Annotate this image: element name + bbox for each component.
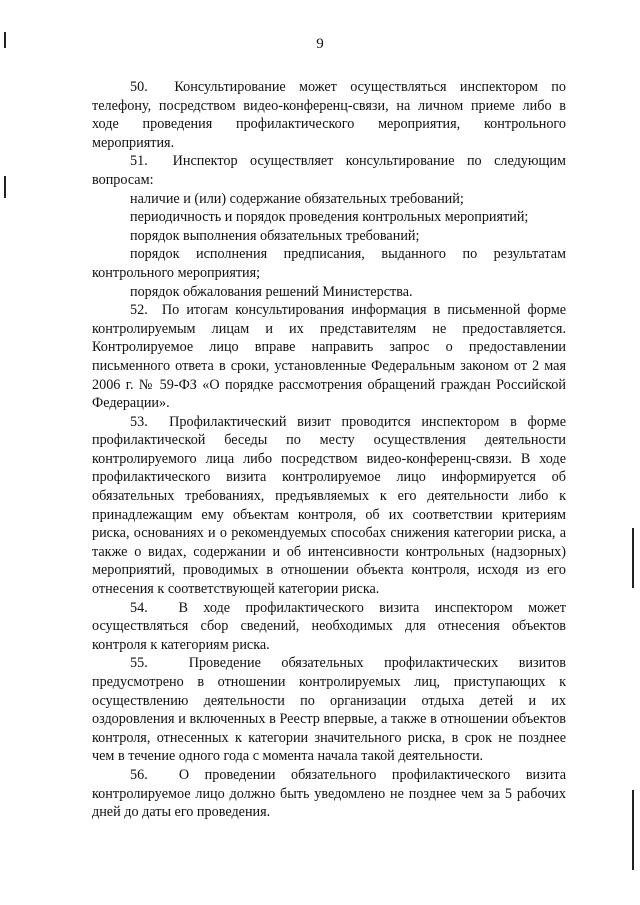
list-item: порядок обжалования решений Министерства.: [130, 283, 413, 300]
paragraph-56: 56. О проведении обязательного профилактического визита контролируемое лицо должно быть уведомлено не позднее чем за 5 рабочих дней до даты его проведения.: [92, 766, 566, 821]
paragraph-53: 53. Профилактический визит проводится инспектором в форме профилактической беседы по месту осуществления деятельности контролируемого лица либо посредством видео-конференц-связи. В ходе профилактического визита контролируемое лицо информируется об обязательных требованиях, предъявляемых к его деятельности либо к принадлежащим ему объектам контроля, об их соответствии критериям риска, основаниях и о рекомендуемых способах снижения категории риска, а также о видах, содержании и об интенсивности контрольных (надзорных) мероприятий, проводимых в отношении объекта контроля, исходя из его отнесения к соответствующей категории риска.: [92, 413, 566, 598]
list-item: порядок выполнения обязательных требований;: [130, 227, 420, 244]
paragraph-52: 52. По итогам консультирования информация в письменной форме контролируемым лицам и их представителям не предоставляется. Контролируемое лицо вправе направить запрос о предоставлении письменного ответа в сроки, установленные Федеральным законом от 2 мая 2006 г. № 59-ФЗ «О порядке рассмотрения обращений граждан Российской Федерации».: [92, 302, 566, 412]
scan-edge-mark: [632, 790, 634, 870]
scan-edge-mark: [632, 528, 634, 588]
scan-edge-mark: [4, 176, 6, 198]
list-item: периодичность и порядок проведения контрольных мероприятий;: [130, 209, 529, 226]
paragraph-50: 50. Консультирование может осуществляться инспектором по телефону, посредством видео-конференц-связи, на личном приеме либо в ходе проведения профилактического мероприятия, контрольного мероприятия.: [92, 79, 566, 151]
document-body: [92, 78, 566, 822]
page-number: 9: [316, 36, 324, 52]
list-item: наличие и (или) содержание обязательных требований;: [130, 190, 464, 207]
paragraph-51: 51. Инспектор осуществляет консультирование по следующим вопросам:: [92, 153, 566, 188]
list-item: порядок исполнения предписания, выданного по результатам контрольного мероприятия;: [92, 246, 566, 281]
paragraph-55: 55. Проведение обязательных профилактических визитов предусмотрено в отношении контролируемых лиц, приступающих к осуществлению деятельности по организации отдыха детей и их оздоровления и включенных в Реестр впервые, а также в отношении объектов контроля, отнесенных к категории значительного риска, в срок не позднее чем в течение одного года с момента начала такой деятельности.: [92, 655, 566, 765]
paragraph-54: 54. В ходе профилактического визита инспектором может осуществляться сбор сведений, необходимых для отнесения объектов контроля к категориям риска.: [92, 599, 566, 653]
